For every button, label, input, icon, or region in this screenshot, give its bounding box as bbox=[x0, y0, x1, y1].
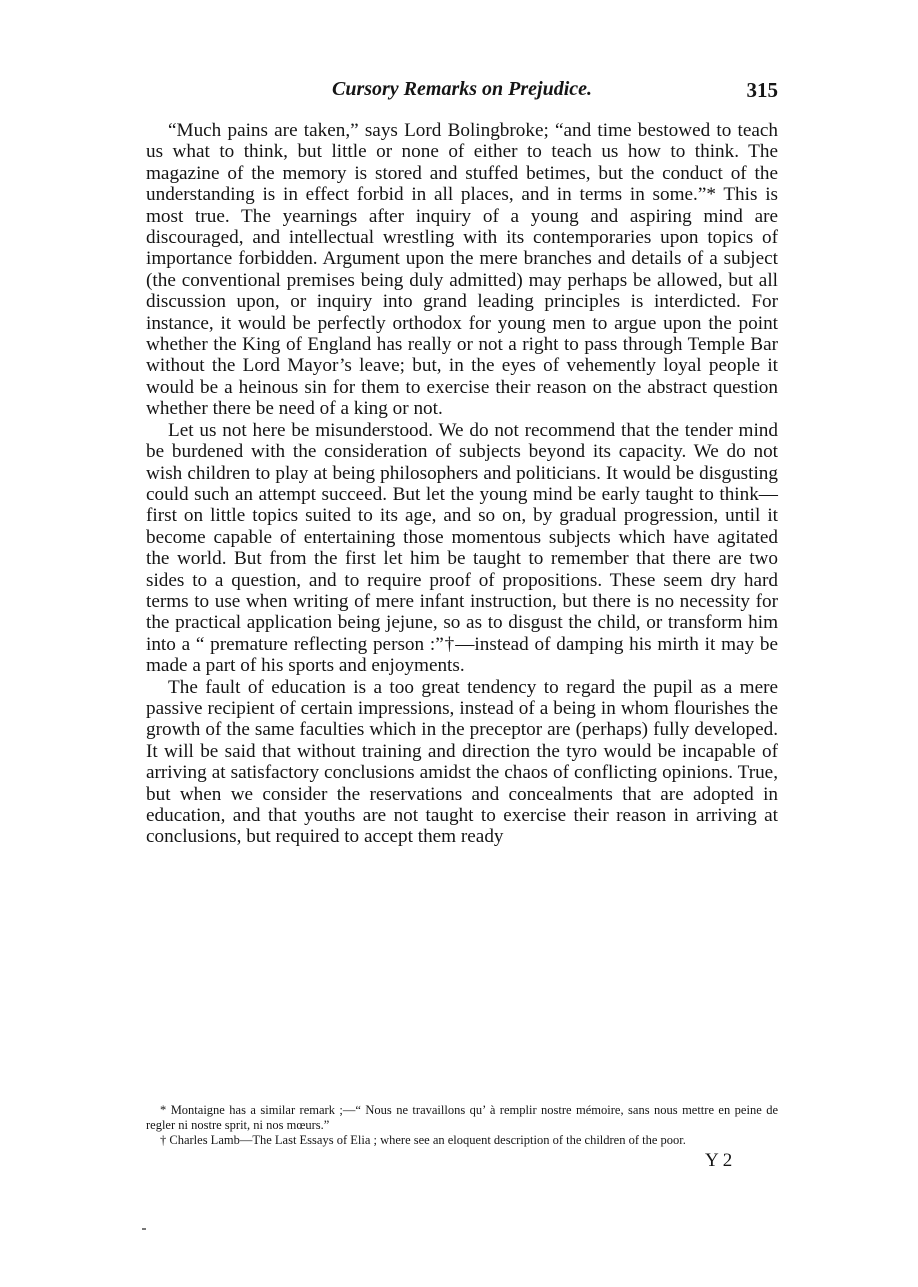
footnote-1: * Montaigne has a similar remark ;—“ Nous ne travaillons qu’ à remplir nostre mémoire, sans nous mettre en peine de regler ni nostre sprit, ni nos mœurs.” bbox=[146, 1103, 778, 1133]
body-text bbox=[146, 120, 778, 848]
page-header bbox=[146, 78, 778, 112]
paragraph-1: “Much pains are taken,” says Lord Bolingbroke; “and time bestowed to teach us what to think, but little or none of either to teach us how to think. The magazine of the memory is stored and stuffed betimes, but the conduct of the understanding is in effect forbid in all places, and in terms in some.”* This is most true. The yearnings after inquiry of a young and aspiring mind are discouraged, and intellectual wrestling with its contemporaries upon topics of importance forbidden. Argument upon the mere branches and details of a subject (the conventional premises being duly admitted) may perhaps be allowed, but all discussion upon, or inquiry into grand leading principles is interdicted. For instance, it would be perfectly orthodox for young men to argue upon the point whether the King of England has really or not a right to pass through Temple Bar without the Lord Mayor’s leave; but, in the eyes of vehemently loyal people it would be a heinous sin for them to exercise their reason on the abstract question whether there be need of a king or not. bbox=[146, 120, 778, 420]
footnotes bbox=[146, 1103, 778, 1149]
footnote-2: † Charles Lamb—The Last Essays of Elia ; where see an eloquent description of the children of the poor. bbox=[160, 1133, 686, 1148]
paragraph-2: Let us not here be misunderstood. We do not recommend that the tender mind be burdened with the consideration of subjects beyond its capacity. We do not wish children to play at being philosophers and politicians. It would be disgusting could such an attempt succeed. But let the young mind be early taught to think—first on little topics suited to its age, and so on, by gradual progression, until it become capable of entertaining those momentous subjects which have agitated the world. But from the first let him be taught to remember that there are two sides to a question, and to require proof of propositions. These seem dry hard terms to use when writing of mere infant instruction, but there is no necessity for the practical application being jejune, so as to disgust the child, or transform him into a “ premature reflecting person :”†—instead of damping his mirth it may be made a part of his sports and enjoyments. bbox=[146, 419, 778, 677]
paragraph-3: The fault of education is a too great tendency to regard the pupil as a mere passive recipient of certain impressions, instead of a being in whom flourishes the growth of the same faculties which in the preceptor are (perhaps) fully developed. It will be said that without training and direction the tyro would be incapable of arriving at satisfactory conclusions amidst the chaos of conflicting opinions. True, but when we consider the reservations and concealments that are adopted in education, and that youths are not taught to exercise their reason in arriving at conclusions, but required to accept them ready bbox=[146, 676, 778, 848]
page-number: 315 bbox=[746, 78, 778, 102]
stray-ink-mark bbox=[142, 1228, 146, 1230]
running-title: Cursory Remarks on Prejudice. bbox=[331, 78, 593, 100]
signature-mark: Y 2 bbox=[705, 1150, 733, 1171]
